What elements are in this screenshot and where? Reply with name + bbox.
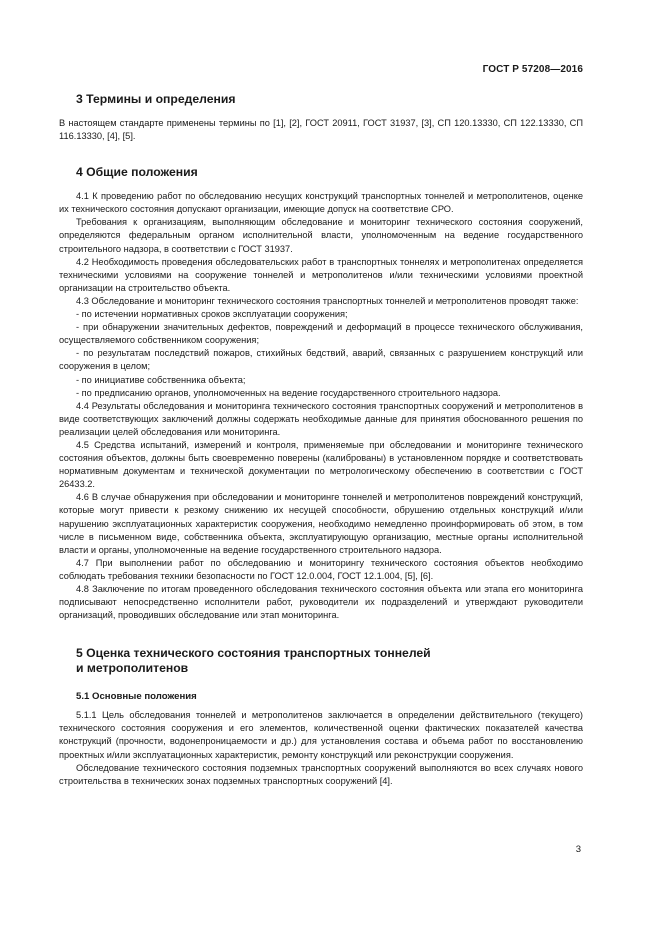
- section-heading-5-line1: 5 Оценка технического состояния транспортных тоннелей: [76, 646, 431, 661]
- list-item: - по инициативе собственника объекта;: [76, 374, 246, 385]
- section-heading-3: 3 Термины и определения: [76, 92, 236, 106]
- paragraph: 4.6 В случае обнаружения при обследовании и мониторинге тоннелей и метрополитенов повреждений конструкций, которые могут привести к резкому снижению их несущей способности, обрушению отдельных конструкций и/или нарушению эксплуатационных характеристик сооружения, необходимо немедленно проинформировать об этом, в том числе в письменном виде, собственника объекта, эксплуатирующую организацию, местные органы исполнительной власти и органы, уполномоченные на ведение государственного строительного надзора.: [59, 492, 583, 555]
- paragraph: 4.4 Результаты обследования и мониторинга технического состояния транспортных сооружений и метрополитенов в виде соответствующих заключений должны содержать необходимые данные для принятия обоснованного решения по реализации целей обследования или мониторинга.: [59, 400, 583, 437]
- list-item: - по истечении нормативных сроков эксплуатации сооружения;: [76, 309, 348, 320]
- list-item: - по результатам последствий пожаров, стихийных бедствий, аварий, связанных с разрушением конструкций или сооружения в целом;: [59, 348, 583, 372]
- subsection-heading-5-1: 5.1 Основные положения: [76, 691, 197, 703]
- paragraph: 4.1 К проведению работ по обследованию несущих конструкций транспортных тоннелей и метрополитенов, оценке их технического состояния допускают организации, имеющие допуск на соответствие СРО.: [59, 191, 583, 215]
- paragraph: Обследование технического состояния подземных транспортных сооружений выполняются во всех случаях нового строительства в технических зонах подземных транспортных сооружений [4].: [59, 762, 583, 786]
- paragraph: 4.2 Необходимость проведения обследовательских работ в транспортных тоннелях и метрополитенах определяется техническими условиями на сооружение тоннелей и метрополитенов и/или техническими условиями проектной организации на строительство объекта.: [59, 256, 583, 293]
- paragraph: 5.1.1 Цель обследования тоннелей и метрополитенов заключается в определении действительного (текущего) технического состояния сооружения и его элементов, количественной оценки фактических показателей качества конструкций (прочности, водонепроницаемости и др.) для установления состава и объема работ по восстановлению проектных и/или эксплуатационных характеристик, ремонту конструкций или реконструкции сооружения.: [59, 710, 583, 760]
- section-heading-5: [59, 646, 583, 676]
- document-header: ГОСТ Р 57208—2016: [482, 64, 583, 75]
- paragraph: 4.7 При выполнении работ по обследованию и мониторингу технического состояния объектов необходимо соблюдать требования техники безопасности по ГОСТ 12.0.004, ГОСТ 12.1.004, [5], [6].: [59, 557, 583, 581]
- document-body: [59, 90, 583, 788]
- page-number: 3: [575, 844, 581, 855]
- paragraph: В настоящем стандарте применены термины по [1], [2], ГОСТ 20911, ГОСТ 31937, [3], СП 120.13330, СП 122.13330, СП 116.13330, [4], [5].: [59, 118, 583, 142]
- paragraph: Требования к организациям, выполняющим обследование и мониторинг технического состояния сооружений, определяются федеральным органом исполнительной власти, уполномоченным на ведение государственного строительного надзора, в соответствии с ГОСТ 31937.: [59, 217, 583, 254]
- list-item: - при обнаружении значительных дефектов, повреждений и деформаций в процессе технического обслуживания, осуществляемого собственником сооружения;: [59, 322, 583, 346]
- list-item: - по предписанию органов, уполномоченных на ведение государственного строительного надзора.: [76, 387, 501, 398]
- section-heading-5-line2: и метрополитенов: [76, 661, 189, 676]
- paragraph: 4.5 Средства испытаний, измерений и контроля, применяемые при обследовании и мониторинге технического состояния объектов, должны быть своевременно поверены (калиброваны) в установленном порядке и соответствовать нормативным документам и технической документации по метрологическому обеспечению в соответствии с ГОСТ 26433.2.: [59, 439, 583, 490]
- paragraph: 4.3 Обследование и мониторинг технического состояния транспортных тоннелей и метрополитенов проводят также:: [76, 295, 579, 306]
- section-heading-4: 4 Общие положения: [76, 165, 198, 180]
- paragraph: 4.8 Заключение по итогам проведенного обследования технического состояния объекта или этапа его мониторинга подписывают непосредственно исполнители работ, руководители их подразделений и утверждают руководители организаций, проводивших обследование или этап мониторинга.: [59, 584, 583, 621]
